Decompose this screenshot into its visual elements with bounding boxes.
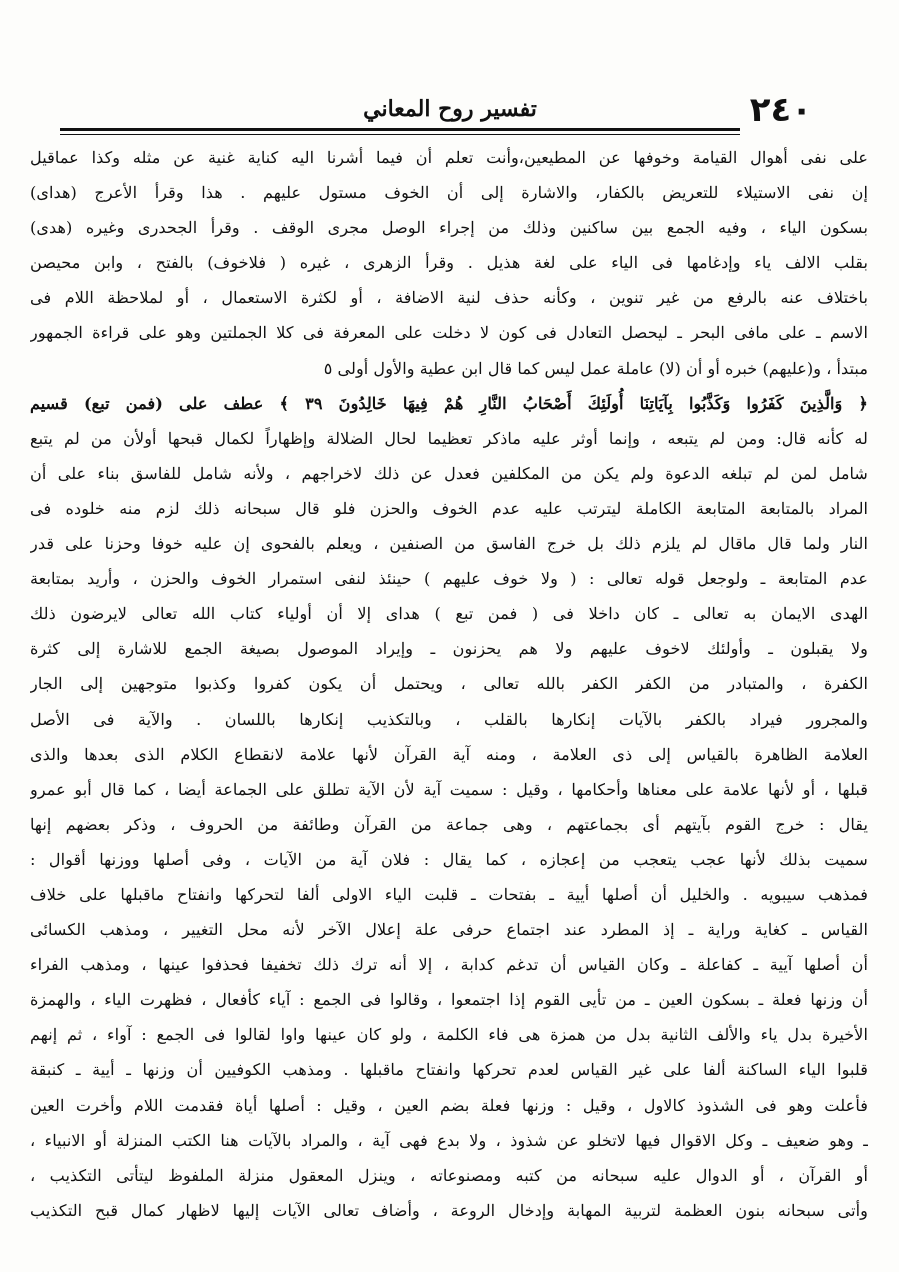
text-line: وأتى سبحانه بنون العظمة لتربية المهابة وإدخال الروعة ، وأضاف تعالى الآيات إليها لاظهار كمال قبح التكذيب	[30, 1200, 868, 1220]
text-line: يقال : خرج القوم بآيتهم أى بجماعتهم ، وهى جماعة من القرآن وطائفة من الحروف ، وذكر بعضهم إنها	[30, 814, 868, 834]
text-line: شامل لمن لم تبلغه الدعوة ولم يكن من المكلفين فعدل عن ذلك لاخراجهم ، ولأنه شامل للفاسق بناء على أن	[30, 463, 868, 483]
text-line: المراد بالمتابعة المتابعة الكاملة ليترتب عليه عدم الخوف والحزن فلو قال سبحانه ذلك لزم منه خلوده فى	[30, 498, 868, 518]
text-line: الهدى الايمان به تعالى ـ كان داخلا فى ( فمن تبع ) هداى إلا أن أولياء كتاب الله تعالى لايرضون ذلك	[30, 604, 868, 624]
text-line: الاسم ـ على مافى البحر ـ ليحصل التعادل فى كون لا دخلت على المعرفة فى كلا الجملتين وهو على قراءة الجمهور	[30, 323, 868, 343]
text-line: بسكون الياء ، وفيه الجمع بين ساكنين وذلك من إجراء الوصل مجرى الوقف . وقرأ الجحدرى وغيره (هدى)	[30, 218, 868, 238]
text-line: النار ولما قال ماقال لم يلزم ذلك بل خرج الفاسق من الصنفين ، ويعلم بالفحوى إن عليه خوفا وحزنا على قدر	[30, 534, 868, 554]
body-text	[30, 140, 868, 1228]
text-line: على نفى أهوال القيامة وخوفها عن المطيعين،وأنت تعلم أن فيما أشرنا اليه كناية غنية عن مثله وكذا عماقيل	[30, 148, 868, 167]
header-rule-thin	[60, 134, 740, 135]
text-line: قلبوا الياء الساكنة ألفا على غير القياس لعدم تحركها وانفتاح ماقبلها . ومذهب الكوفيين أن وزنها ـ أيية ـ كنبقة	[30, 1060, 868, 1080]
text-line: له كأنه قال: ومن لم يتبعه ، وإنما أوثر عليه ماذكر تعظيما لحال الضلالة وإظهاراً لكمال قبحها أولأن من لم يتبع	[30, 428, 868, 448]
text-line: قبلها ، أو لأنها علامة على معناها وأحكامها ، وقيل : سميت آية لأن الآية تطلق على الجماعة أيضا ، كما قال أبو عمرو	[30, 779, 868, 799]
text-line: ولا يقبلون ـ وأولئك لاخوف عليهم ولا هم يحزنون ـ وإيراد الموصول بصيغة الجمع للاشارة إلى كثرة	[30, 639, 868, 659]
text-line: بقلب الالف ياء وإدغامها فى الياء على لغة هذيل . وقرأ الزهرى ، غيره ( فلاخوف) بالفتح ، وابن محيصن	[30, 253, 868, 273]
text-line: باختلاف عنه بالرفع من غير تنوين ، وكأنه حذف لنية الاضافة ، أو لكثرة الاستعمال ، أو لملاحظة اللام فى	[30, 288, 868, 308]
text-line: القياس ـ كغاية وراية ـ إذ المطرد عند اجتماع حرفى علة إعلال الآخر لأنه محل التغيير ، ومذهب الكسائى	[30, 920, 868, 940]
text-line: والمجرور فيراد بالكفر بالآيات إنكارها بالقلب ، وبالتكذيب إنكارها باللسان . والآية فى الأصل	[30, 709, 868, 729]
text-line: أن وزنها فعلة ـ بسكون العين ـ من تأيى القوم إذا اجتمعوا ، وقالوا فى الجمع : آياء كأفعال ، فظهرت الياء ، والهمزة	[30, 990, 868, 1010]
page-header	[60, 92, 840, 132]
text-line: فمذهب سيبويه . والخليل أن أصلها أيية ـ بفتحات ـ قلبت الياء الاولى ألفا لتحركها وانفتاح ماقبلها على خلاف	[30, 884, 868, 904]
text-line: العلامة الظاهرة بالقياس إلى ذى العلامة ، ومنه آية القرآن لأنها علامة لانقطاع الكلام الذى بعدها والذى	[30, 744, 868, 764]
text-line: الأخيرة بدل ياء والألف الثانية بدل من همزة هى فاء الكلمة ، ولو كان عينها واوا لقالوا فى الجمع : آواء ، ثم إنهم	[30, 1025, 868, 1045]
text-line: إن نفى الاستيلاء للتعريض بالكفار، والاشارة إلى أن الخوف مستول عليهم . هذا وقرأ الأعرج (هداى)	[30, 183, 868, 203]
page-number: ٢٤٠	[749, 90, 812, 130]
text-line: الكفرة ، والمتبادر من الكفر الكفر بالله تعالى ، ويحتمل أن يكون كفروا وكذبوا متوجهين إلى الجار	[30, 674, 868, 694]
text-line: أن أصلها آيية ـ كفاعلة ـ وكان القياس أن تدغم كدابة ، إلا أنه ترك ذلك تخفيفا فحذفوا عينها ، ومذهب الفراء	[30, 955, 868, 975]
text-line: أو القرآن ، أو الدوال عليه سبحانه من كتبه ومصنوعاته ، وينزل المعقول منزلة الملفوظ ليتأتى التكذيب ،	[30, 1165, 868, 1185]
running-title: تفسير روح المعاني	[363, 96, 537, 122]
text-line: مبتدأ ، و(عليهم) خبره أو أن (لا) عاملة عمل ليس كما قال ابن عطية والأول أولى ٥	[323, 358, 868, 378]
text-line: فأعلت وهو فى الشذوذ كالاول ، وقيل : وزنها فعلة بضم العين ، وقيل : أصلها أياة فقدمت اللام وأخرت العين	[30, 1095, 868, 1115]
header-rule-thick	[60, 128, 740, 131]
text-line: ـ وهو ضعيف ـ وكل الاقوال فيها لاتخلو عن شذوذ ، ولا بدع فهى آية ، والمراد بالآيات هنا الكتب المنزلة أو الانبياء ،	[30, 1130, 868, 1150]
text-line: عدم المتابعة ـ ولوجعل قوله تعالى : ( ولا خوف عليهم ) حينئذ لنفى استمرار الخوف والحزن ، وأريد بمتابعة	[30, 569, 868, 589]
text-line: سميت بذلك لأنها عجب يتعجب من إعجازه ، كما يقال : فلان آية من الآيات ، وفى أصلها ووزنها أقوال :	[30, 849, 868, 869]
verse-line: ﴿ وَالَّذِينَ كَفَرُوا وَكَذَّبُوا بِآيَاتِنَا أُولَئِكَ أَصْحَابُ النَّارِ هُمْ فِيهَا خَالِدُونَ ٣٩ ﴾ عطف على (فمن تبع) قسيم	[30, 393, 868, 413]
